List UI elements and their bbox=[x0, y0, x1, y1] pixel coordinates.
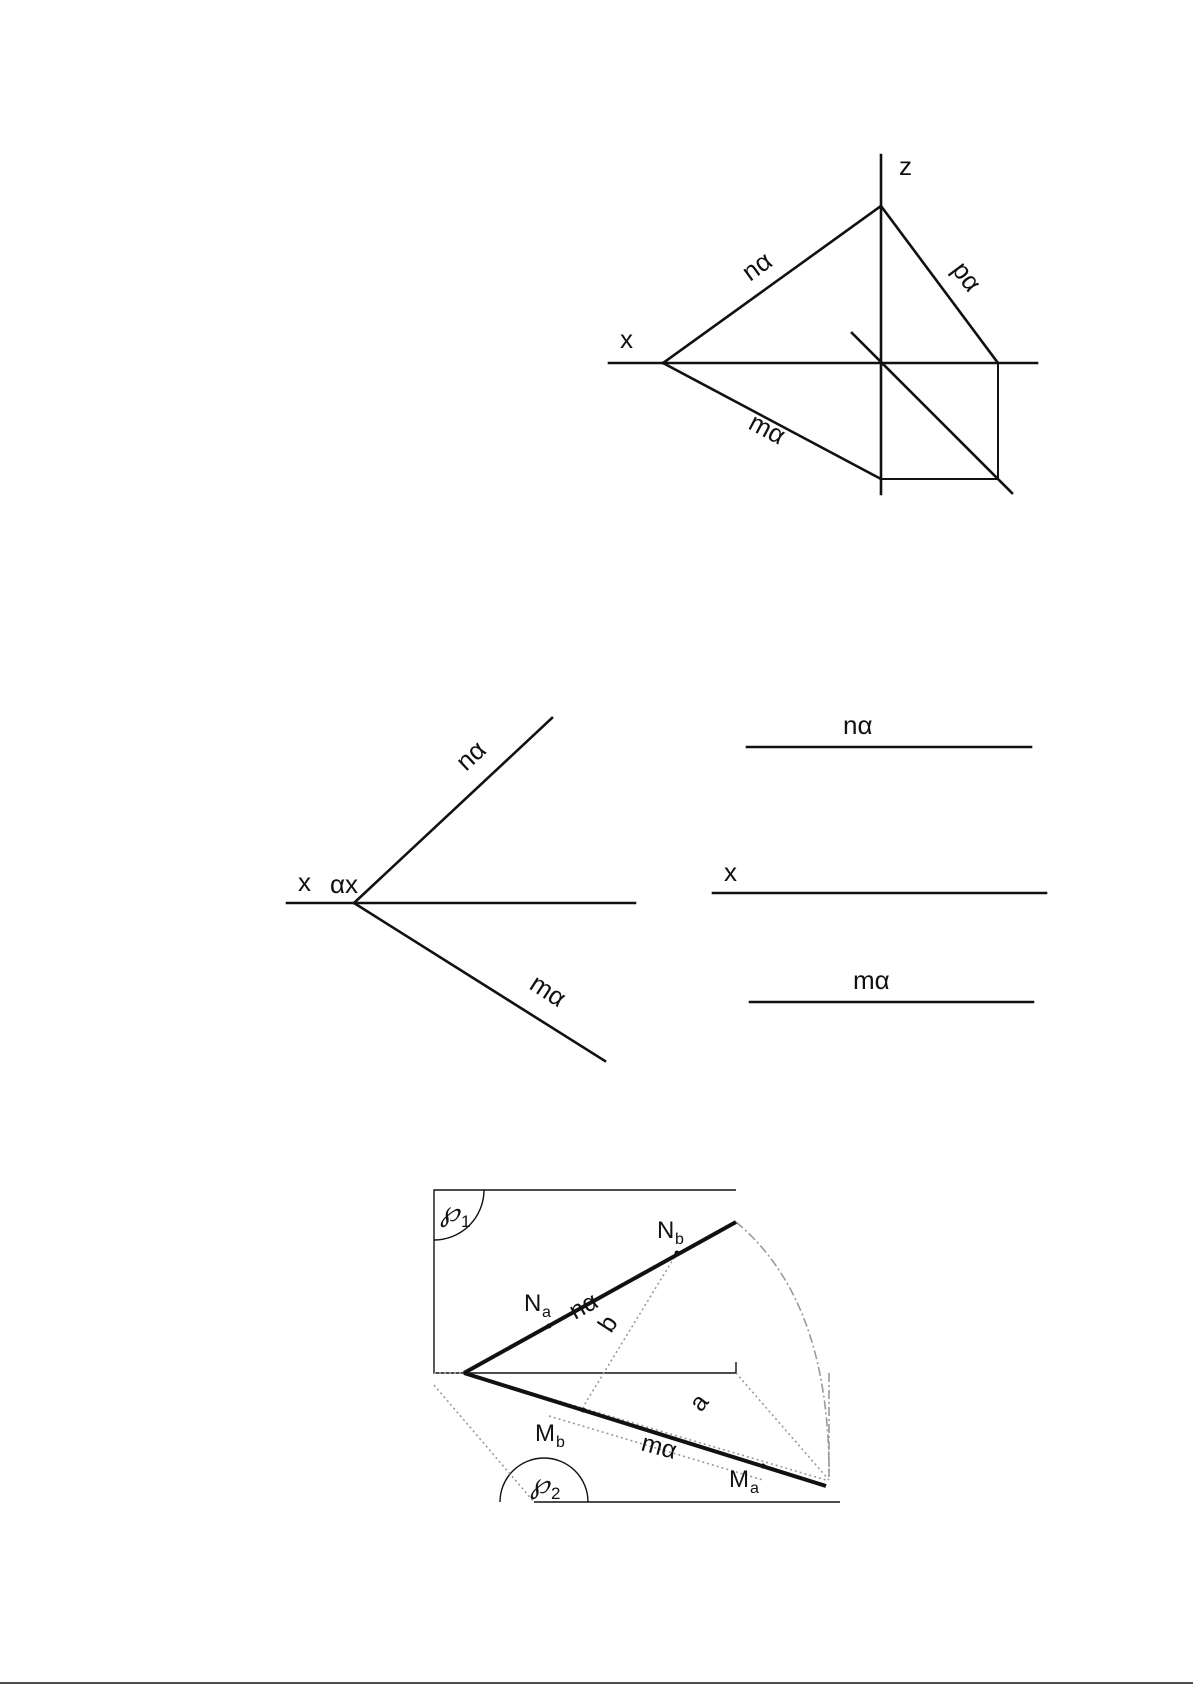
m-alpha-label: mα bbox=[744, 406, 791, 451]
n-alpha-label: nα bbox=[735, 245, 778, 287]
diagonal-45-line bbox=[852, 333, 1012, 493]
line-a-label: a bbox=[683, 1388, 715, 1417]
dotted-extension-lower bbox=[434, 1385, 534, 1502]
point-n-b-subscript: b bbox=[675, 1231, 684, 1248]
point-n-a bbox=[547, 1324, 552, 1329]
point-n-a-subscript: a bbox=[542, 1304, 551, 1321]
m-alpha-label: mα bbox=[524, 967, 572, 1014]
x-axis-label: x bbox=[620, 324, 633, 354]
p1-plane-label: ℘ bbox=[440, 1196, 460, 1227]
line-b-label: b bbox=[592, 1310, 624, 1338]
z-axis-label: z bbox=[899, 151, 912, 181]
point-n-b bbox=[675, 1251, 680, 1256]
point-n-b-label: N bbox=[657, 1217, 675, 1244]
n-alpha-label: nα bbox=[564, 1287, 603, 1326]
point-n-a-label: N bbox=[524, 1290, 542, 1317]
p-alpha-label: pα bbox=[946, 255, 988, 298]
n-alpha-trace bbox=[663, 206, 881, 363]
rotation-arc bbox=[736, 1222, 829, 1477]
figure-2-traces-intersecting bbox=[287, 718, 635, 1061]
point-m-a bbox=[761, 1464, 766, 1469]
figure-1-three-view-traces bbox=[609, 151, 1037, 494]
p1-plane-subscript: 1 bbox=[461, 1212, 471, 1231]
n-alpha-trace bbox=[354, 718, 552, 903]
x-axis-label: x bbox=[724, 857, 737, 887]
n-alpha-trace bbox=[464, 1222, 736, 1373]
m-alpha-trace bbox=[354, 903, 605, 1061]
x-axis-label: x bbox=[298, 867, 311, 897]
point-m-b-label: M bbox=[535, 1420, 555, 1447]
point-m-b bbox=[581, 1408, 586, 1413]
p2-plane-subscript: 2 bbox=[551, 1484, 561, 1503]
m-alpha-label: mα bbox=[638, 1428, 680, 1465]
point-m-a-subscript: a bbox=[750, 1480, 759, 1497]
n-alpha-label: nα bbox=[843, 710, 873, 740]
figure-4-plane-angle-construction bbox=[434, 1190, 840, 1503]
n-alpha-label: nα bbox=[449, 734, 492, 777]
point-m-b-subscript: b bbox=[556, 1434, 565, 1451]
point-m-a-label: M bbox=[729, 1466, 749, 1493]
p1-plane-frame bbox=[434, 1190, 736, 1373]
m-alpha-label: mα bbox=[853, 965, 890, 995]
p2-plane-label: ℘ bbox=[530, 1468, 550, 1499]
figure-3-parallel-traces bbox=[713, 710, 1046, 1002]
alpha-x-label: αx bbox=[330, 869, 359, 899]
construction-line-b bbox=[583, 1253, 677, 1407]
